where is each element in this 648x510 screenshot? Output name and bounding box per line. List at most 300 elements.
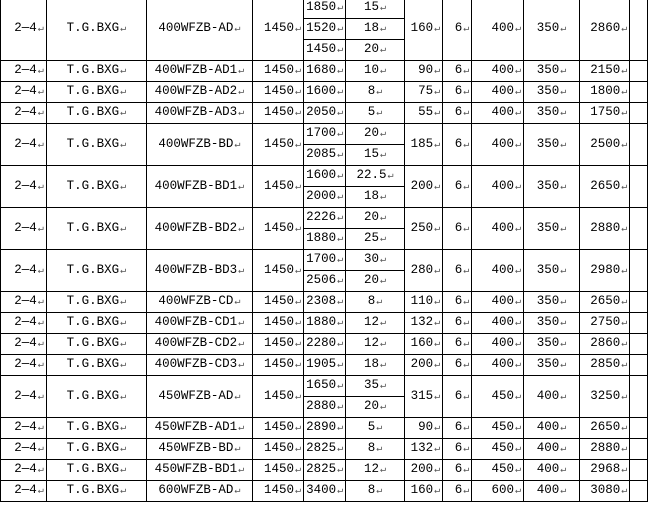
paragraph-mark-icon [238, 318, 244, 329]
stage-cell-text: 2—4 [14, 178, 37, 193]
speed-cell-text: 1450 [264, 483, 295, 497]
paragraph-mark-icon [380, 276, 386, 287]
brand-cell-text: T.G.BXG [66, 441, 120, 455]
flow-cell-text: 1450 [306, 42, 337, 56]
paragraph-mark-icon [295, 465, 301, 476]
head-cell [346, 0, 405, 19]
inlet-cell [472, 460, 524, 481]
paragraph-mark-icon [38, 486, 44, 497]
poles-cell-text: 6 [454, 136, 463, 151]
paragraph-mark-icon [434, 24, 440, 35]
outlet-cell [524, 103, 580, 124]
head-cell-text: 18 [363, 357, 379, 371]
table-row [1, 334, 648, 355]
paragraph-mark-icon [560, 339, 566, 350]
brand-cell [46, 292, 146, 313]
paragraph-mark-icon [621, 465, 627, 476]
power-cell-text: 132 [410, 441, 434, 455]
trailing-cell [630, 313, 648, 334]
model-cell-text: 400WFZB-CD2 [154, 336, 238, 350]
speed-cell [252, 418, 303, 439]
paragraph-mark-icon [515, 486, 521, 497]
outlet-cell-text: 400 [536, 441, 560, 455]
paragraph-mark-icon [434, 318, 440, 329]
stage-cell [1, 250, 47, 292]
paragraph-mark-icon [560, 444, 566, 455]
outlet-cell [524, 481, 580, 502]
weight-cell [579, 166, 629, 208]
paragraph-mark-icon [434, 66, 440, 77]
paragraph-mark-icon [295, 224, 301, 235]
paragraph-mark-icon [337, 108, 343, 119]
poles-cell-text: 6 [454, 336, 463, 350]
inlet-cell [472, 481, 524, 502]
paragraph-mark-icon [621, 392, 627, 403]
paragraph-mark-icon [560, 392, 566, 403]
power-cell [404, 166, 442, 208]
paragraph-mark-icon [120, 318, 126, 329]
outlet-cell [524, 292, 580, 313]
paragraph-mark-icon [38, 108, 44, 119]
brand-cell [46, 0, 146, 61]
stage-cell-text: 2—4 [14, 420, 37, 434]
paragraph-mark-icon [238, 66, 244, 77]
paragraph-mark-icon [515, 182, 521, 193]
speed-cell-text: 1450 [264, 315, 295, 329]
poles-cell [443, 334, 472, 355]
outlet-cell [524, 61, 580, 82]
model-cell [147, 124, 253, 166]
flow-cell [304, 124, 346, 145]
inlet-cell-text: 400 [491, 315, 514, 329]
trailing-cell [630, 460, 648, 481]
brand-cell-text: T.G.BXG [66, 483, 120, 497]
inlet-cell [472, 124, 524, 166]
speed-cell-text: 1450 [264, 441, 295, 455]
poles-cell [443, 355, 472, 376]
speed-cell-text: 1450 [264, 462, 295, 476]
paragraph-mark-icon [463, 392, 469, 403]
power-cell-text: 90 [418, 420, 434, 434]
paragraph-mark-icon [120, 108, 126, 119]
paragraph-mark-icon [38, 66, 44, 77]
paragraph-mark-icon [515, 66, 521, 77]
stage-cell-text: 2—4 [14, 357, 37, 371]
paragraph-mark-icon [621, 486, 627, 497]
inlet-cell [472, 166, 524, 208]
brand-cell [46, 355, 146, 376]
flow-cell [304, 418, 346, 439]
power-cell-text: 75 [418, 84, 434, 98]
power-cell [404, 418, 442, 439]
paragraph-mark-icon [337, 381, 343, 392]
head-cell-text: 18 [363, 189, 379, 203]
speed-cell-text: 1450 [264, 63, 295, 77]
outlet-cell-text: 350 [536, 84, 560, 98]
inlet-cell-text: 400 [491, 84, 514, 98]
flow-cell-text: 2000 [306, 189, 337, 203]
inlet-cell [472, 250, 524, 292]
inlet-cell-text: 450 [491, 388, 514, 403]
flow-cell-text: 2085 [306, 147, 337, 161]
weight-cell [579, 292, 629, 313]
power-cell [404, 0, 442, 61]
paragraph-mark-icon [380, 381, 386, 392]
power-cell [404, 439, 442, 460]
brand-cell-text: T.G.BXG [66, 136, 120, 151]
speed-cell [252, 61, 303, 82]
table-row [1, 0, 648, 19]
outlet-cell-text: 350 [536, 294, 560, 308]
stage-cell [1, 103, 47, 124]
brand-cell-text: T.G.BXG [66, 84, 120, 98]
paragraph-mark-icon [380, 192, 386, 203]
model-cell-text: 400WFZB-CD1 [154, 315, 238, 329]
paragraph-mark-icon [434, 87, 440, 98]
paragraph-mark-icon [295, 360, 301, 371]
paragraph-mark-icon [38, 444, 44, 455]
poles-cell-text: 6 [454, 105, 463, 119]
model-cell-text: 450WFZB-BD [158, 441, 234, 455]
head-cell [346, 397, 405, 418]
head-cell [346, 355, 405, 376]
inlet-cell-text: 400 [491, 220, 514, 235]
flow-cell [304, 481, 346, 502]
paragraph-mark-icon [621, 423, 627, 434]
model-cell [147, 103, 253, 124]
speed-cell [252, 376, 303, 418]
poles-cell [443, 250, 472, 292]
model-cell-text: 400WFZB-AD3 [154, 105, 238, 119]
paragraph-mark-icon [380, 234, 386, 245]
outlet-cell-text: 350 [536, 136, 560, 151]
paragraph-mark-icon [234, 444, 240, 455]
power-cell [404, 376, 442, 418]
flow-cell-text: 2280 [306, 336, 337, 350]
paragraph-mark-icon [337, 423, 343, 434]
stage-cell [1, 0, 47, 61]
weight-cell-text: 2500 [590, 136, 621, 151]
outlet-cell [524, 355, 580, 376]
flow-cell [304, 292, 346, 313]
paragraph-mark-icon [387, 171, 393, 182]
power-cell [404, 481, 442, 502]
power-cell-text: 160 [410, 483, 434, 497]
paragraph-mark-icon [380, 129, 386, 140]
poles-cell-text: 6 [454, 357, 463, 371]
power-cell-text: 160 [410, 21, 434, 35]
inlet-cell-text: 450 [491, 420, 514, 434]
table-row [1, 376, 648, 397]
brand-cell [46, 61, 146, 82]
stage-cell [1, 418, 47, 439]
paragraph-mark-icon [120, 297, 126, 308]
weight-cell-text: 3080 [590, 483, 621, 497]
paragraph-mark-icon [621, 266, 627, 277]
paragraph-mark-icon [621, 360, 627, 371]
inlet-cell-text: 400 [491, 21, 514, 35]
stage-cell-text: 2—4 [14, 262, 37, 277]
paragraph-mark-icon [120, 140, 126, 151]
table-row [1, 292, 648, 313]
power-cell [404, 61, 442, 82]
stage-cell-text: 2—4 [14, 220, 37, 235]
poles-cell [443, 313, 472, 334]
speed-cell [252, 250, 303, 292]
speed-cell-text: 1450 [264, 178, 295, 193]
head-cell [346, 460, 405, 481]
paragraph-mark-icon [515, 465, 521, 476]
weight-cell [579, 82, 629, 103]
brand-cell-text: T.G.BXG [66, 178, 120, 193]
head-cell [346, 61, 405, 82]
paragraph-mark-icon [337, 297, 343, 308]
outlet-cell-text: 400 [536, 462, 560, 476]
poles-cell-text: 6 [454, 441, 463, 455]
speed-cell-text: 1450 [264, 262, 295, 277]
paragraph-mark-icon [560, 360, 566, 371]
inlet-cell [472, 82, 524, 103]
speed-cell [252, 355, 303, 376]
weight-cell-text: 2880 [590, 220, 621, 235]
power-cell-text: 110 [410, 294, 434, 308]
paragraph-mark-icon [463, 108, 469, 119]
paragraph-mark-icon [376, 297, 382, 308]
flow-cell-text: 1905 [306, 357, 337, 371]
flow-cell [304, 313, 346, 334]
head-cell-text: 15 [363, 0, 379, 14]
paragraph-mark-icon [515, 297, 521, 308]
paragraph-mark-icon [380, 465, 386, 476]
paragraph-mark-icon [238, 224, 244, 235]
table-row [1, 166, 648, 187]
head-cell [346, 418, 405, 439]
paragraph-mark-icon [238, 87, 244, 98]
brand-cell-text: T.G.BXG [66, 420, 120, 434]
paragraph-mark-icon [463, 66, 469, 77]
weight-cell [579, 0, 629, 61]
head-cell [346, 313, 405, 334]
speed-cell [252, 334, 303, 355]
paragraph-mark-icon [463, 486, 469, 497]
paragraph-mark-icon [337, 213, 343, 224]
inlet-cell-text: 400 [491, 63, 514, 77]
stage-cell [1, 439, 47, 460]
flow-cell-text: 1650 [306, 378, 337, 392]
poles-cell [443, 103, 472, 124]
paragraph-mark-icon [515, 392, 521, 403]
stage-cell [1, 292, 47, 313]
inlet-cell [472, 313, 524, 334]
paragraph-mark-icon [376, 444, 382, 455]
flow-cell [304, 460, 346, 481]
inlet-cell-text: 400 [491, 136, 514, 151]
poles-cell [443, 376, 472, 418]
head-cell-text: 18 [363, 21, 379, 35]
paragraph-mark-icon [38, 24, 44, 35]
poles-cell [443, 61, 472, 82]
power-cell [404, 334, 442, 355]
paragraph-mark-icon [463, 339, 469, 350]
trailing-cell [630, 124, 648, 166]
paragraph-mark-icon [120, 339, 126, 350]
stage-cell [1, 313, 47, 334]
paragraph-mark-icon [515, 87, 521, 98]
paragraph-mark-icon [515, 266, 521, 277]
head-cell [346, 292, 405, 313]
power-cell-text: 280 [410, 262, 434, 277]
poles-cell [443, 166, 472, 208]
outlet-cell-text: 400 [536, 388, 560, 403]
paragraph-mark-icon [238, 465, 244, 476]
inlet-cell [472, 355, 524, 376]
head-cell [346, 103, 405, 124]
table-row [1, 82, 648, 103]
outlet-cell-text: 350 [536, 63, 560, 77]
paragraph-mark-icon [560, 465, 566, 476]
power-cell-text: 132 [410, 315, 434, 329]
paragraph-mark-icon [38, 224, 44, 235]
power-cell-text: 200 [410, 357, 434, 371]
trailing-cell [630, 0, 648, 61]
flow-cell-text: 2308 [306, 294, 337, 308]
stage-cell-text: 2—4 [14, 483, 37, 497]
weight-cell [579, 460, 629, 481]
paragraph-mark-icon [463, 423, 469, 434]
brand-cell [46, 124, 146, 166]
model-cell [147, 334, 253, 355]
weight-cell-text: 2150 [590, 63, 621, 77]
brand-cell-text: T.G.BXG [66, 21, 120, 35]
paragraph-mark-icon [434, 392, 440, 403]
head-cell [346, 376, 405, 397]
flow-cell-text: 2825 [306, 441, 337, 455]
paragraph-mark-icon [295, 66, 301, 77]
power-cell [404, 124, 442, 166]
paragraph-mark-icon [337, 87, 343, 98]
table-row [1, 250, 648, 271]
paragraph-mark-icon [463, 297, 469, 308]
paragraph-mark-icon [337, 24, 343, 35]
paragraph-mark-icon [434, 266, 440, 277]
weight-cell-text: 2650 [590, 178, 621, 193]
paragraph-mark-icon [380, 339, 386, 350]
stage-cell-text: 2—4 [14, 462, 37, 476]
flow-cell-text: 1880 [306, 231, 337, 245]
paragraph-mark-icon [463, 140, 469, 151]
stage-cell-text: 2—4 [14, 136, 37, 151]
power-cell [404, 82, 442, 103]
paragraph-mark-icon [337, 360, 343, 371]
weight-cell [579, 61, 629, 82]
flow-cell [304, 271, 346, 292]
paragraph-mark-icon [337, 255, 343, 266]
paragraph-mark-icon [463, 318, 469, 329]
paragraph-mark-icon [621, 297, 627, 308]
paragraph-mark-icon [515, 423, 521, 434]
paragraph-mark-icon [295, 444, 301, 455]
head-cell-text: 20 [363, 399, 379, 413]
stage-cell-text: 2—4 [14, 84, 37, 98]
flow-cell [304, 334, 346, 355]
power-cell-text: 200 [410, 462, 434, 476]
paragraph-mark-icon [621, 339, 627, 350]
paragraph-mark-icon [234, 486, 240, 497]
outlet-cell [524, 250, 580, 292]
weight-cell-text: 3250 [590, 388, 621, 403]
paragraph-mark-icon [560, 87, 566, 98]
brand-cell [46, 313, 146, 334]
paragraph-mark-icon [380, 360, 386, 371]
paragraph-mark-icon [38, 465, 44, 476]
paragraph-mark-icon [337, 129, 343, 140]
poles-cell [443, 208, 472, 250]
inlet-cell [472, 439, 524, 460]
head-cell [346, 19, 405, 40]
flow-cell-text: 2890 [306, 420, 337, 434]
flow-cell [304, 187, 346, 208]
flow-cell-text: 3400 [306, 483, 337, 497]
paragraph-mark-icon [380, 150, 386, 161]
stage-cell-text: 2—4 [14, 294, 37, 308]
outlet-cell-text: 350 [536, 21, 560, 35]
outlet-cell [524, 0, 580, 61]
brand-cell [46, 208, 146, 250]
paragraph-mark-icon [621, 24, 627, 35]
weight-cell [579, 250, 629, 292]
inlet-cell [472, 0, 524, 61]
brand-cell [46, 439, 146, 460]
head-cell-text: 20 [363, 210, 379, 224]
head-cell-text: 25 [363, 231, 379, 245]
inlet-cell [472, 334, 524, 355]
paragraph-mark-icon [621, 318, 627, 329]
paragraph-mark-icon [463, 24, 469, 35]
model-cell [147, 460, 253, 481]
model-cell-text: 400WFZB-CD [158, 294, 234, 308]
weight-cell-text: 2980 [590, 262, 621, 277]
paragraph-mark-icon [337, 45, 343, 56]
trailing-cell [630, 418, 648, 439]
model-cell [147, 355, 253, 376]
model-cell-text: 400WFZB-AD2 [154, 84, 238, 98]
paragraph-mark-icon [120, 465, 126, 476]
stage-cell [1, 82, 47, 103]
stage-cell-text: 2—4 [14, 441, 37, 455]
trailing-cell [630, 208, 648, 250]
paragraph-mark-icon [621, 224, 627, 235]
poles-cell-text: 6 [454, 462, 463, 476]
model-cell-text: 450WFZB-BD1 [154, 462, 238, 476]
model-cell [147, 82, 253, 103]
paragraph-mark-icon [38, 360, 44, 371]
paragraph-mark-icon [337, 402, 343, 413]
head-cell-text: 10 [363, 63, 379, 77]
head-cell-text: 8 [367, 84, 376, 98]
brand-cell [46, 376, 146, 418]
stage-cell-text: 2—4 [14, 388, 37, 403]
paragraph-mark-icon [434, 360, 440, 371]
paragraph-mark-icon [560, 66, 566, 77]
speed-cell-text: 1450 [264, 420, 295, 434]
speed-cell [252, 439, 303, 460]
flow-cell-text: 1680 [306, 63, 337, 77]
paragraph-mark-icon [463, 87, 469, 98]
outlet-cell [524, 460, 580, 481]
model-cell [147, 376, 253, 418]
stage-cell [1, 481, 47, 502]
paragraph-mark-icon [621, 108, 627, 119]
